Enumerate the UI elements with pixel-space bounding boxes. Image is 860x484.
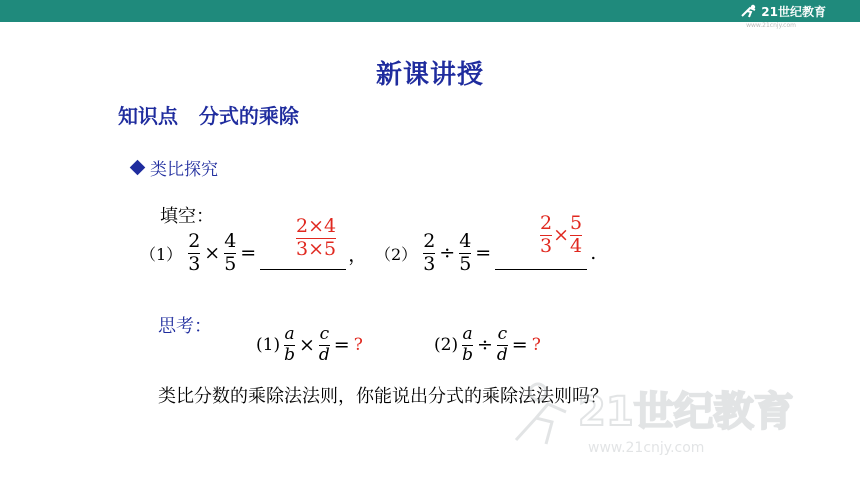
- logo-url: www.21cnjy.com: [746, 22, 796, 29]
- equals-sign: =: [240, 242, 257, 265]
- numerator: 4: [459, 230, 472, 252]
- denominator: 5: [459, 252, 472, 275]
- knowledge-point-heading: 知识点 分式的乘除: [118, 104, 299, 128]
- fraction: [459, 232, 471, 275]
- fraction: [224, 232, 236, 275]
- numerator: a: [462, 324, 473, 344]
- numerator: 2: [423, 230, 436, 252]
- watermark-logo-icon: [508, 370, 838, 460]
- answer-fraction: [540, 214, 552, 257]
- denominator: 4: [570, 234, 583, 257]
- watermark-url: www.21cnjy.com: [588, 440, 705, 456]
- operator: ×: [553, 224, 570, 247]
- fraction: [319, 326, 330, 365]
- fill-in-label: 填空：: [160, 206, 214, 227]
- fraction: [462, 326, 473, 365]
- numerator: a: [284, 324, 295, 344]
- fraction: [188, 232, 200, 275]
- numerator: c: [319, 324, 330, 344]
- answer-fraction: [570, 214, 582, 257]
- answer-blank: [495, 267, 587, 270]
- think-label: 思考：: [158, 316, 212, 337]
- denominator: 3: [423, 252, 436, 275]
- operator: ×: [204, 242, 221, 265]
- question-mark: ?: [531, 335, 541, 356]
- operator: ÷: [439, 242, 456, 265]
- numerator: 2: [188, 230, 201, 252]
- think-question-2: [434, 326, 541, 365]
- logo-text: 21世纪教育: [761, 4, 826, 19]
- denominator: d: [496, 344, 508, 365]
- separator: ，: [348, 243, 368, 266]
- fraction: [284, 326, 295, 365]
- equals-sign: =: [511, 334, 528, 357]
- operator: ÷: [476, 334, 493, 357]
- site-logo: [740, 3, 826, 19]
- answer-2: [540, 214, 582, 257]
- answer-blank: [260, 267, 346, 270]
- section-label: [132, 155, 218, 180]
- denominator: 3×5: [296, 237, 337, 260]
- answer-1: [296, 217, 336, 260]
- problem-number: （1）: [140, 244, 183, 264]
- denominator: 5: [224, 252, 237, 275]
- fraction: [423, 232, 435, 275]
- problem-number: （2）: [375, 244, 418, 264]
- page-title: 新课讲授: [375, 60, 484, 90]
- problem-number: (1): [256, 335, 281, 356]
- numerator: 4: [224, 230, 237, 252]
- equals-sign: =: [475, 242, 492, 265]
- diamond-bullet-icon: [130, 160, 146, 176]
- operator: ×: [298, 334, 315, 357]
- header-bar: [0, 0, 860, 22]
- runner-logo-icon: [740, 4, 758, 18]
- denominator: b: [462, 344, 473, 365]
- analogy-question: 类比分数的乘除法法则，你能说出分式的乘除法法则吗？: [158, 386, 608, 407]
- numerator: 2: [540, 212, 553, 234]
- numerator: 2×4: [296, 215, 337, 237]
- numerator: c: [497, 324, 508, 344]
- question-mark: ?: [353, 335, 363, 356]
- denominator: b: [284, 344, 295, 365]
- fraction: [497, 326, 508, 365]
- denominator: 3: [540, 234, 553, 257]
- denominator: 3: [188, 252, 201, 275]
- equals-sign: =: [333, 334, 350, 357]
- answer-fraction: [296, 217, 336, 260]
- denominator: d: [318, 344, 330, 365]
- section-label-text: 类比探究: [150, 160, 218, 180]
- think-question-1: [256, 326, 363, 365]
- period: .: [590, 242, 597, 265]
- problem-number: (2): [434, 335, 459, 356]
- watermark-text: 21世纪教育: [578, 389, 794, 435]
- numerator: 5: [570, 212, 583, 234]
